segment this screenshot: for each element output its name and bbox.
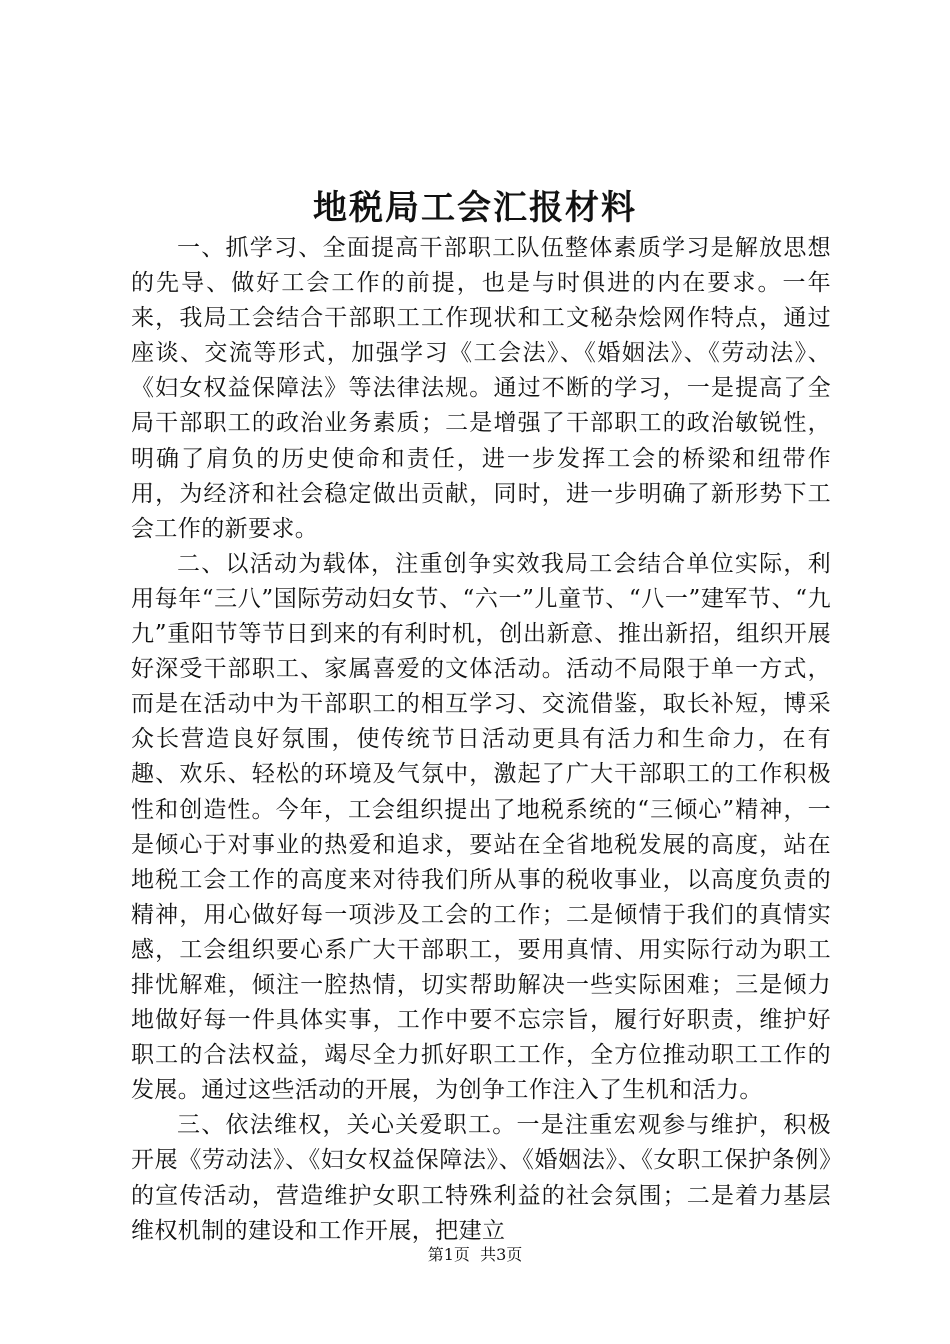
document-body	[131, 231, 831, 1249]
page-number-footer: 第1页 共3页	[427, 1245, 523, 1264]
paragraph-3: 三、依法维权，关心关爱职工。一是注重宏观参与维护，积极开展《劳动法》、《妇女权益保障法》、《婚姻法》、《女职工保护条例》的宣传活动，营造维护女职工特殊利益的社会氛围；二是着力基层维权机制的建设和工作开展，把建立	[131, 1112, 831, 1244]
paragraph-2: 二、以活动为载体，注重创争实效我局工会结合单位实际，利用每年“三八”国际劳动妇女节、“六一”儿童节、“八一”建军节、“九九”重阳节等节日到来的有利时机，创出新意、推出新招，组织开展好深受干部职工、家属喜爱的文体活动。活动不局限于单一方式，而是在活动中为干部职工的相互学习、交流借鉴，取长补短，博采众长营造良好氛围，使传统节日活动更具有活力和生命力，在有趣、欢乐、轻松的环境及气氛中，激起了广大干部职工的工作积极性和创造性。今年，工会组织提出了地税系统的“三倾心”精神，一是倾心于对事业的热爱和追求，要站在全省地税发展的高度，站在地税工会工作的高度来对待我们所从事的税收事业，以高度负责的精神，用心做好每一项涉及工会的工作；二是倾情于我们的真情实感，工会组织要心系广大干部职工，要用真情、用实际行动为职工排忧解难，倾注一腔热情，切实帮助解决一些实际困难；三是倾力地做好每一件具体实事，工作中要不忘宗旨，履行好职责，维护好职工的合法权益，竭尽全力抓好职工工作，全方位推动职工工作的发展。通过这些活动的开展，为创争工作注入了生机和活力。	[131, 550, 831, 1104]
paragraph-1: 一、抓学习、全面提高干部职工队伍整体素质学习是解放思想的先导、做好工会工作的前提，也是与时俱进的内在要求。一年来，我局工会结合干部职工工作现状和工文秘杂烩网作特点，通过座谈、交流等形式，加强学习《工会法》、《婚姻法》、《劳动法》、《妇女权益保障法》等法律法规。通过不断的学习，一是提高了全局干部职工的政治业务素质；二是增强了干部职工的政治敏锐性，明确了肩负的历史使命和责任，进一步发挥工会的桥梁和纽带作用，为经济和社会稳定做出贡献，同时，进一步明确了新形势下工会工作的新要求。	[131, 235, 831, 542]
document-title: 地税局工会汇报材料	[313, 188, 637, 228]
